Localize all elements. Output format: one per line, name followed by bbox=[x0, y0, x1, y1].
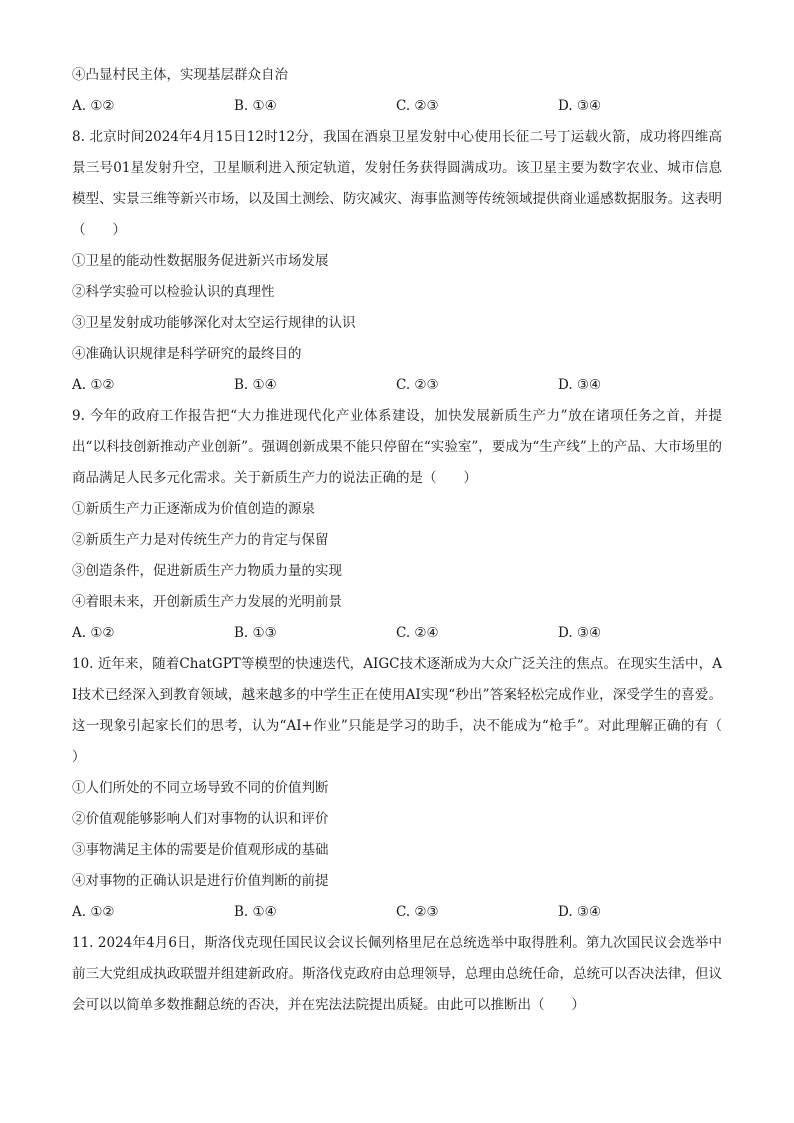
option-item: ④凸显村民主体，实现基层群众自治 bbox=[72, 67, 288, 83]
choice-c: C. ②③ bbox=[396, 98, 439, 114]
choice-c: C. ②④ bbox=[396, 625, 439, 641]
option-item: ①人们所处的不同立场导致不同的价值判断 bbox=[72, 780, 329, 796]
choice-row bbox=[72, 897, 722, 928]
choice-c: C. ②③ bbox=[396, 904, 439, 920]
option-item: ③事物满足主体的需要是价值观形成的基础 bbox=[72, 842, 329, 858]
question-stem: 10. 近年来，随着ChatGPT等模型的快速迭代，AIGC技术逐渐成为大众广泛关注的焦点。在现实生活中，AI技术已经深入到教育领域，越来越多的中学生正在使用AI实现“秒出”答案轻松完成作业，深受学生的喜爱。这一现象引起家长们的思考，认为“AI+作业”只能是学习的助手，决不能成为“枪手”。对此理解正确的有（ ） bbox=[72, 656, 749, 765]
choice-c: C. ②③ bbox=[396, 377, 439, 393]
question-stem: 9. 今年的政府工作报告把“大力推进现代化产业体系建设，加快发展新质生产力”放在诸项任务之首，并提出“以科技创新推动产业创新”。强调创新成果不能只停留在“实验室”，要成为“生产线”上的产品、大市场里的商品满足人民多元化需求。关于新质生产力的说法正确的是（ ） bbox=[72, 408, 722, 486]
option-item: ②新质生产力是对传统生产力的肯定与保留 bbox=[72, 532, 329, 548]
choice-row bbox=[72, 618, 722, 649]
choice-a: A. ①② bbox=[72, 625, 115, 641]
choice-d: D. ③④ bbox=[558, 625, 602, 641]
choice-a: A. ①② bbox=[72, 904, 115, 920]
choice-d: D. ③④ bbox=[558, 377, 602, 393]
choice-b: B. ①④ bbox=[234, 904, 277, 920]
option-item: ②价值观能够影响人们对事物的认识和评价 bbox=[72, 811, 329, 827]
choice-d: D. ③④ bbox=[558, 98, 602, 114]
question-stem: 8. 北京时间2024年4月15日12时12分，我国在酒泉卫星发射中心使用长征二号丁运载火箭，成功将四维高景三号01星发射升空，卫星顺利进入预定轨道，发射任务获得圆满成功。该卫星主要为数字农业、城市信息模型、实景三维等新兴市场，以及国土测绘、防灾减灾、海事监测等传统领域提供商业遥感数据服务。这表明（ ） bbox=[72, 129, 722, 238]
choice-row bbox=[72, 91, 722, 122]
choice-b: B. ①③ bbox=[234, 625, 277, 641]
exam-page bbox=[72, 60, 749, 1021]
question-10 bbox=[72, 649, 749, 928]
option-item: ①卫星的能动性数据服务促进新兴市场发展 bbox=[72, 253, 329, 269]
question-11 bbox=[72, 928, 722, 1021]
question-8 bbox=[72, 122, 722, 401]
choice-d: D. ③④ bbox=[558, 904, 602, 920]
option-item: ①新质生产力正逐渐成为价值创造的源泉 bbox=[72, 501, 315, 517]
option-item: ④准确认识规律是科学研究的最终目的 bbox=[72, 346, 302, 362]
choice-a: A. ①② bbox=[72, 377, 115, 393]
choice-row bbox=[72, 370, 722, 401]
option-item: ④对事物的正确认识是进行价值判断的前提 bbox=[72, 873, 329, 889]
option-item: ②科学实验可以检验认识的真理性 bbox=[72, 284, 275, 300]
option-item: ③创造条件，促进新质生产力物质力量的实现 bbox=[72, 563, 342, 579]
choice-b: B. ①④ bbox=[234, 377, 277, 393]
choice-b: B. ①④ bbox=[234, 98, 277, 114]
choice-a: A. ①② bbox=[72, 98, 115, 114]
option-item: ③卫星发射成功能够深化对太空运行规律的认识 bbox=[72, 315, 356, 331]
option-item: ④着眼未来，开创新质生产力发展的光明前景 bbox=[72, 594, 342, 610]
question-9 bbox=[72, 401, 722, 649]
question-stem: 11. 2024年4月6日，斯洛伐克现任国民议会议长佩列格里尼在总统选举中取得胜利。第九次国民议会选举中前三大党组成执政联盟并组建新政府。斯洛伐克政府由总理领导，总理由总统任命，总统可以否决法律，但议会可以以简单多数推翻总统的否决，并在宪法法院提出质疑。由此可以推断出（ ） bbox=[72, 935, 722, 1013]
